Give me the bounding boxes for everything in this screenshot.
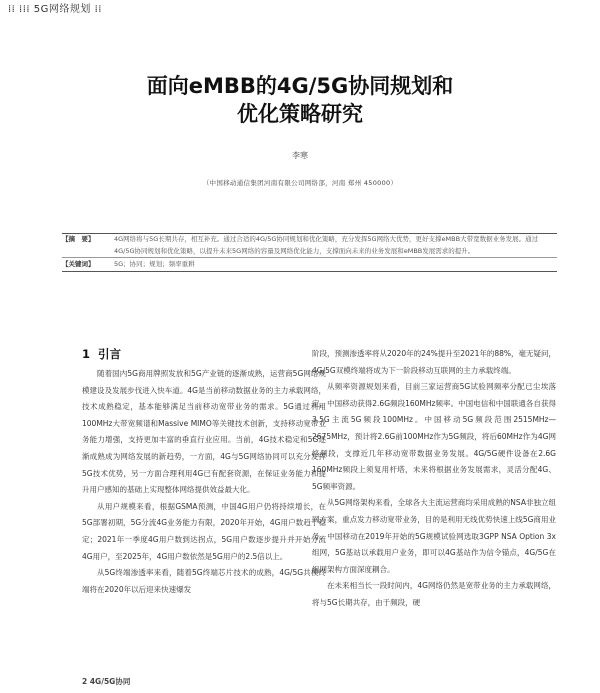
paragraph: 从用户规模来看，根据GSMA预测，中国4G用户仍将持续增长，在5G部署初期，5G分流4G业务能力有限，2020年开始，4G用户数趋于稳定；2021年一季度4G用户数到达拐点，5G用户数逐步提升并开始分流4G用户，至2025年，4G用户数依然是5G用户的2.5倍以上。 [82, 501, 326, 561]
next-section-heading-clipped: 2 4G/5G协同 [82, 677, 131, 686]
paragraph: 在未来相当长一段时间内，4G网络仍然是宽带业务的主力承载网络，将与5G长期共存，由于频段，硬 [312, 581, 556, 607]
abstract-text: 4G网络将与5G长期共存，相互补充。通过合适的4G/5G协同规划和优化策略，充分发挥5G网络大优势，更好支撑eMBB大带宽数据业务发展。通过4G/5G协同规划和优化策略，以提升未来5G网络的容量及网络优化能力，支撑面向未来的业务发展和eMBB发展需求的提升。 [114, 235, 539, 255]
section-number: 1 [82, 347, 91, 361]
keywords-row [62, 257, 557, 271]
abstract-row [62, 234, 557, 257]
author-affiliation: （中国移动通信集团河南有限公司网络部，河南 郑州 450000） [202, 179, 398, 187]
paper-title [0, 72, 600, 128]
abstract-label: 【摘 要】 [62, 235, 95, 243]
paragraph: 从频率资源规划来看，目前三家运营商5G试验网频率分配已尘埃落定，中国移动获得2.6G频段160MHz频率。中国电信和中国联通各自获得3.5G主流5G频段100MHz。中国移动5G频段范围2515MHz—2675MHz，预计将2.6G前100MHz作为5G频段，将后60MHz作为4G网络频段，支撑近几年移动宽带数据业务发展。4G/5G硬件设备在2.6G 160MHz频段上须复用杆塔，未来将根据业务发展需求，灵活分配4G、5G频率资源。 [312, 382, 556, 491]
body-column-right [312, 346, 556, 612]
body-column-left [82, 346, 326, 598]
running-header-text: 5G网络规划 [33, 4, 91, 15]
paragraph: 阶段，预测渗透率将从2020年的24%提升至2021年的88%，毫无疑问，4G/5G双模终端将成为下一阶段移动互联网的主力承载终端。 [312, 349, 557, 375]
title-line-2: 优化策略研究 [237, 102, 363, 126]
paragraph: 从5G网络架构来看，全球各大主流运营商均采用成熟的NSA非独立组网方案，重点发力移动宽带业务，目的是利用无线优势快速上线5G商用业务。中国移动在2019年开始的5G规模试验网选取3GPP NSA Option 3x组网，5G基站以承载用户业务，即可以4G基站作为信令锚点，4G/5G在组网架构方面深度耦合。 [312, 498, 556, 574]
keywords-text: 5G；协同；规划；频率重耕 [114, 260, 195, 268]
section-title: 引言 [98, 347, 122, 361]
abstract-box [62, 233, 557, 272]
author-name: 李寒 [292, 151, 308, 160]
section-heading [82, 346, 326, 362]
title-line-1: 面向eMBB的4G/5G协同规划和 [146, 74, 454, 98]
paragraph: 从5G终端渗透率来看，随着5G终端芯片技术的成熟，4G/5G共模终端将在2020年以后迎来快速爆发 [82, 568, 326, 594]
keywords-label: 【关键词】 [62, 260, 95, 268]
running-header: ⁞⁞ ⁞⁞⁞ 5G网络规划 ⁞⁞ [8, 4, 102, 15]
paragraph: 随着国内5G商用牌照发放和5G产业链的逐渐成熟，运营商5G网络规模建设及发展步伐进入快车道。4G是当前移动数据业务的主力承载网络，技术成熟稳定，基本能够满足当前移动宽带业务的需求。5G通过利用100MHz大带宽频谱和Massive MIMO等关键技术创新，支持移动宽带业务能力增强，支持更加丰富的垂直行业应用。当前，4G技术稳定和5G逐渐成熟成为网络发展的新趋势，一方面，4G与5G网络协同可以充分发挥5G技术优势，另一方面合理利用4G已有配套资源，在保证业务能力和提升用户感知的基础上实现整体网络提供效益最大化。 [82, 369, 326, 495]
